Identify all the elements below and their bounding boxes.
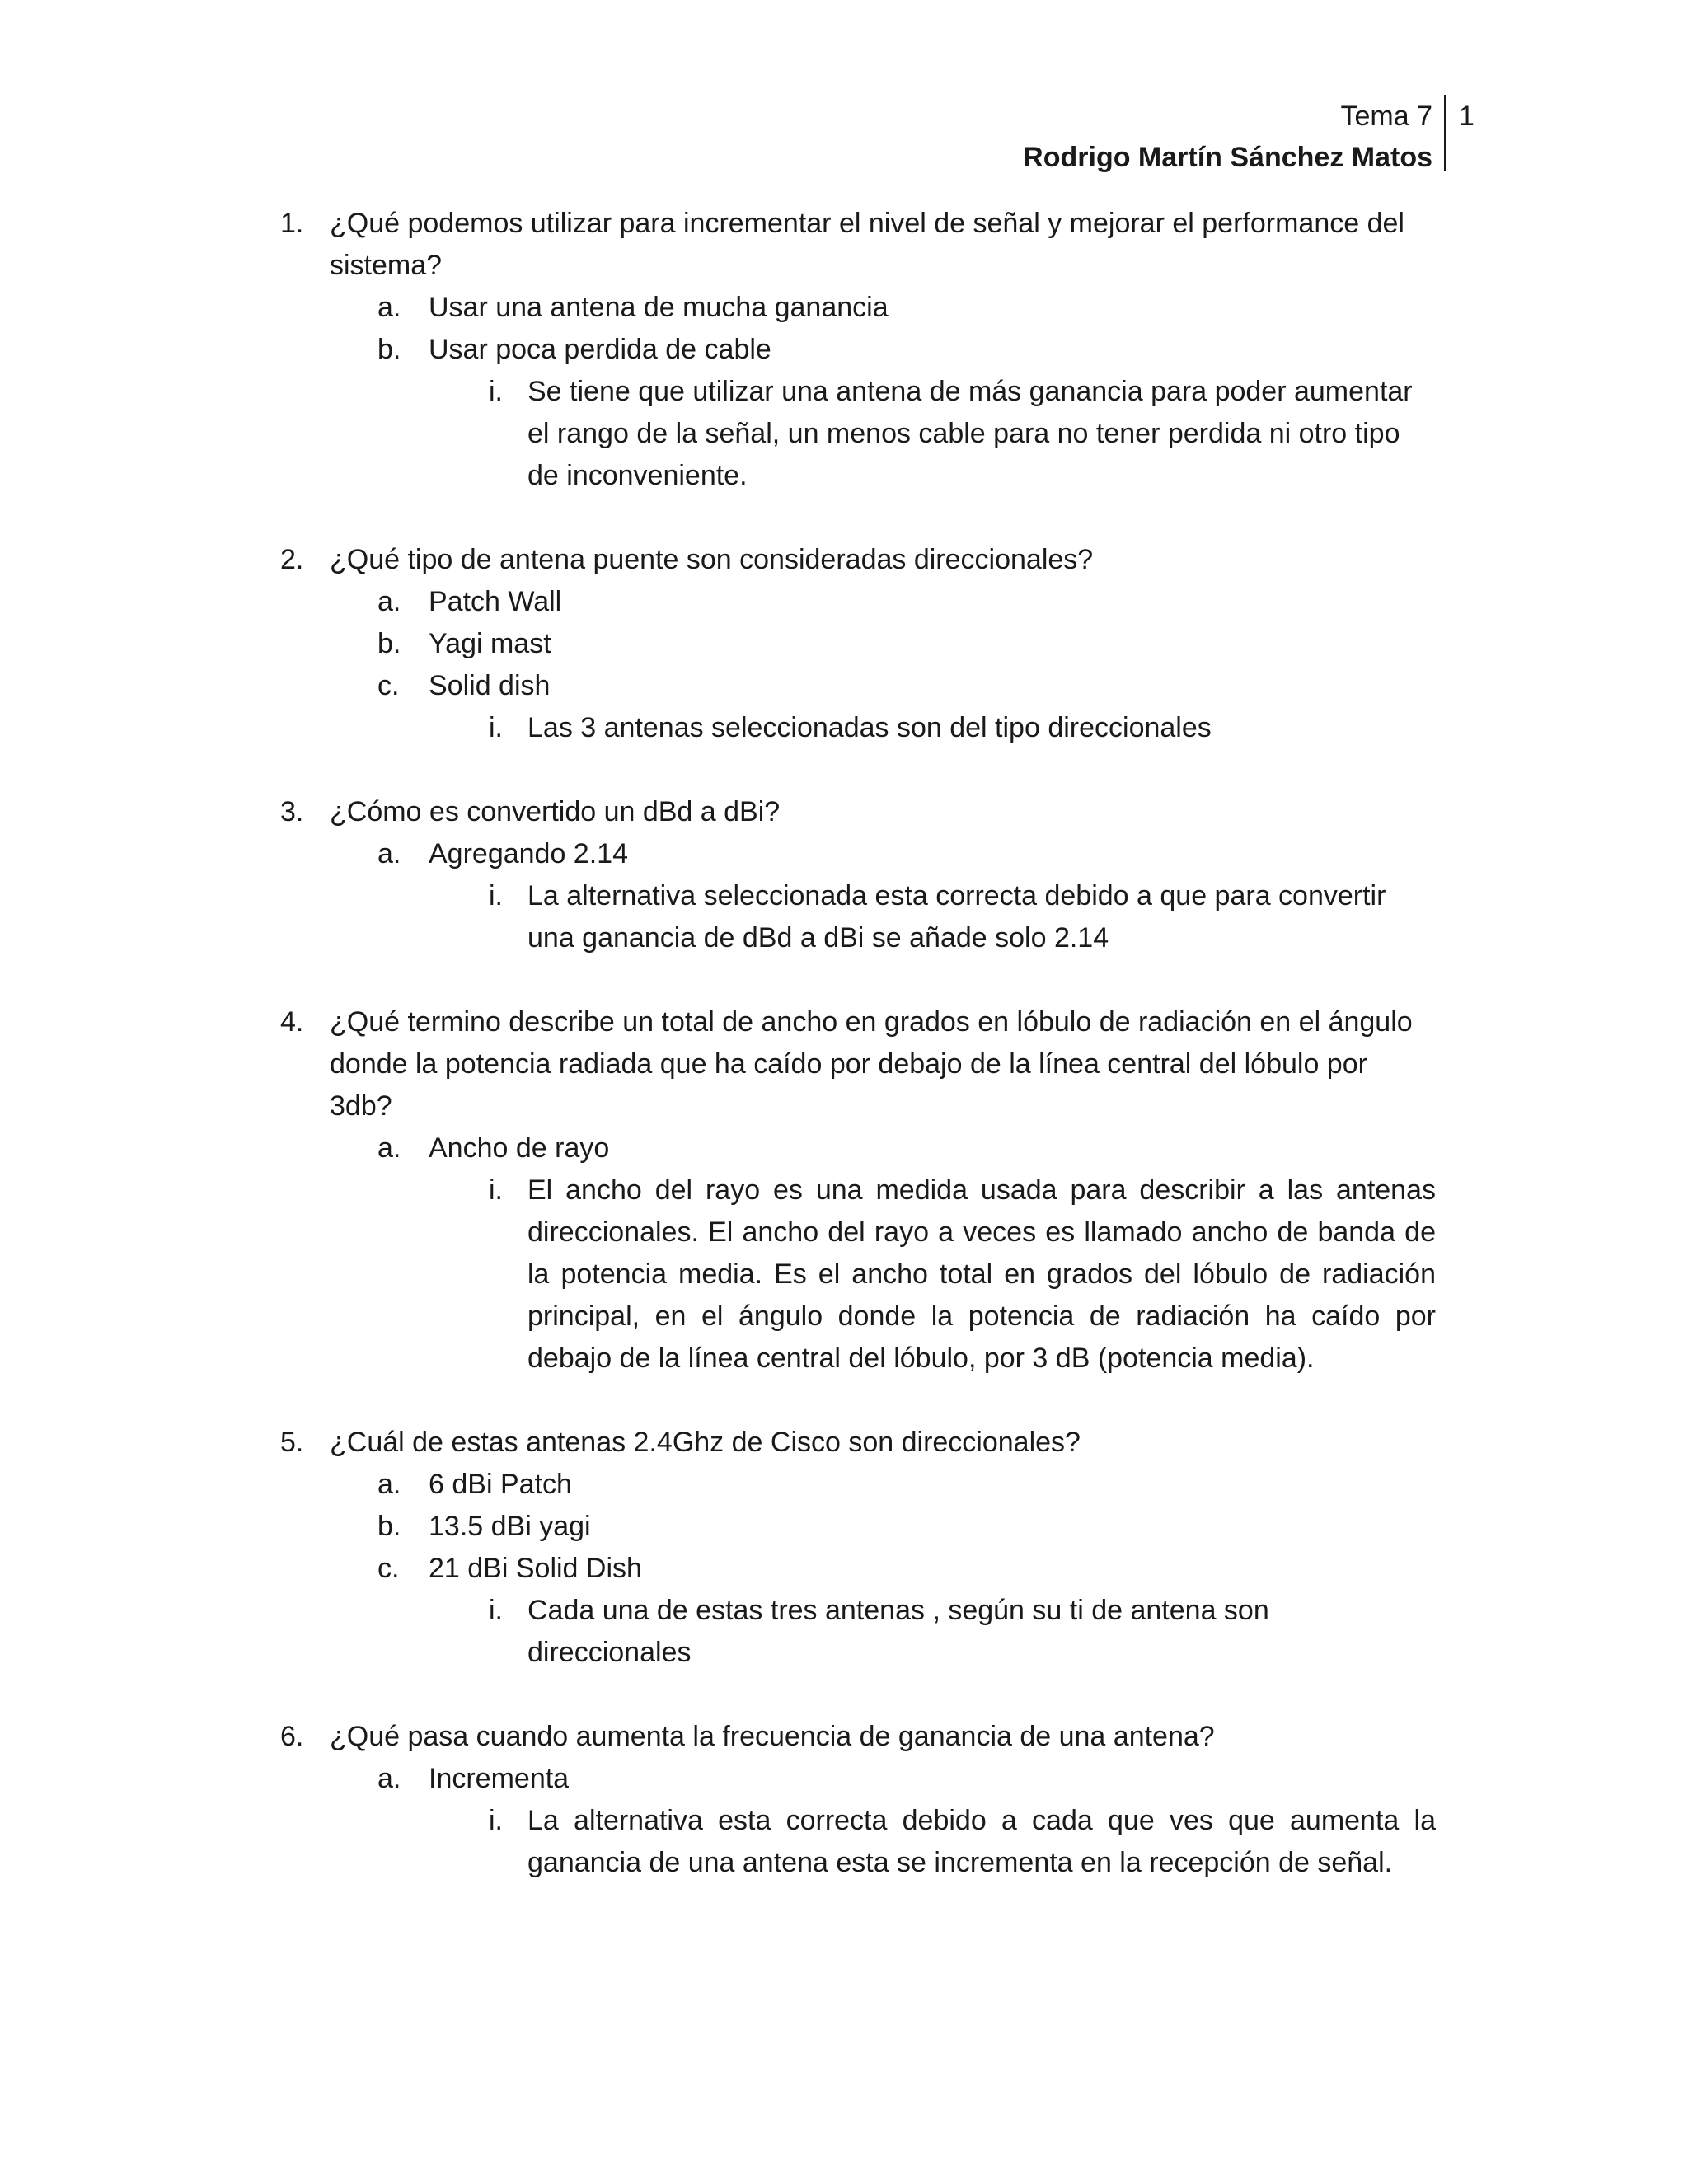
question-item: [0, 1001, 1688, 1380]
answer-marker: i.: [489, 880, 503, 912]
answer-item: [0, 1800, 1436, 1884]
question-text: ¿Qué podemos utilizar para incrementar el nivel de señal y mejorar el performance del sistema?: [330, 208, 1404, 281]
option-marker: b.: [377, 628, 401, 659]
option-marker: a.: [377, 838, 401, 869]
option-text: Incrementa: [429, 1763, 570, 1794]
answer-marker: i.: [489, 1805, 503, 1836]
option-item: [0, 1127, 1436, 1169]
page-header: [1023, 96, 1432, 178]
option-text: Agregando 2.14: [429, 838, 628, 869]
option-text: Patch Wall: [429, 586, 562, 617]
header-topic: Tema 7: [1340, 101, 1432, 132]
option-text: Yagi mast: [429, 628, 551, 659]
option-item: [0, 1464, 1436, 1506]
question-item: [0, 1716, 1688, 1884]
answer-text: La alternativa seleccionada esta correcta debido a que para convertir una ganancia de dBd a dBi se añade solo 2.14: [528, 880, 1386, 954]
option-marker: b.: [377, 1511, 401, 1542]
option-marker: a.: [377, 292, 401, 323]
option-text: Solid dish: [429, 670, 551, 701]
option-marker: b.: [377, 334, 401, 365]
option-item: [0, 581, 1436, 623]
question-text: ¿Cuál de estas antenas 2.4Ghz de Cisco son direccionales?: [330, 1427, 1081, 1458]
answer-item: [0, 875, 1436, 959]
question-list: [0, 203, 1688, 1926]
answer-item: [0, 1169, 1436, 1380]
question-number: 3.: [280, 796, 304, 827]
question-text: ¿Qué termino describe un total de ancho en grados en lóbulo de radiación en el ángulo donde la potencia radiada que ha caído por debajo de la línea central del lóbulo por 3db?: [330, 1006, 1413, 1122]
option-marker: a.: [377, 586, 401, 617]
answer-text: Cada una de estas tres antenas , según su ti de antena son direccionales: [528, 1595, 1269, 1668]
question-item: [0, 791, 1688, 959]
answer-text: El ancho del rayo es una medida usada para describir a las antenas direccionales. El ancho del rayo a veces es llamado ancho de banda de la potencia media. Es el ancho total en grados del lóbulo de radiación principal, en el ángulo donde la potencia de radiación ha caído por debajo de la línea central del lóbulo, por 3 dB (potencia media).: [528, 1174, 1436, 1374]
question-number: 6.: [280, 1721, 304, 1752]
question-item: [0, 539, 1688, 749]
header-author: Rodrigo Martín Sánchez Matos: [1023, 142, 1432, 173]
option-text: 21 dBi Solid Dish: [429, 1553, 642, 1584]
header-divider: [1444, 95, 1446, 171]
answer-item: [0, 371, 1436, 497]
option-marker: a.: [377, 1469, 401, 1500]
option-marker: c.: [377, 670, 400, 701]
option-item: [0, 287, 1436, 329]
answer-marker: i.: [489, 1174, 503, 1206]
answer-marker: i.: [489, 712, 503, 743]
answer-item: [0, 707, 1436, 749]
option-text: Ancho de rayo: [429, 1132, 610, 1164]
question-item: [0, 203, 1688, 497]
question-number: 5.: [280, 1427, 304, 1458]
answer-text: Las 3 antenas seleccionadas son del tipo direccionales: [528, 712, 1212, 743]
option-item: [0, 329, 1436, 371]
option-item: [0, 1758, 1436, 1800]
question-number: 2.: [280, 544, 304, 575]
page-number: 1: [1459, 101, 1475, 132]
question-item: [0, 1422, 1688, 1674]
answer-marker: i.: [489, 1595, 503, 1626]
answer-text: La alternativa esta correcta debido a cada que ves que aumenta la ganancia de una antena esta se incrementa en la recepción de señal.: [528, 1805, 1436, 1878]
option-item: [0, 623, 1436, 665]
option-marker: a.: [377, 1763, 401, 1794]
question-number: 1.: [280, 208, 304, 239]
answer-marker: i.: [489, 376, 503, 407]
option-item: [0, 1506, 1436, 1548]
option-text: Usar una antena de mucha ganancia: [429, 292, 889, 323]
answer-item: [0, 1590, 1436, 1674]
option-marker: a.: [377, 1132, 401, 1164]
question-text: ¿Qué tipo de antena puente son consideradas direccionales?: [330, 544, 1094, 575]
option-text: Usar poca perdida de cable: [429, 334, 771, 365]
question-number: 4.: [280, 1006, 304, 1038]
question-text: ¿Cómo es convertido un dBd a dBi?: [330, 796, 781, 827]
option-item: [0, 1548, 1436, 1590]
option-text: 13.5 dBi yagi: [429, 1511, 591, 1542]
option-text: 6 dBi Patch: [429, 1469, 572, 1500]
answer-text: Se tiene que utilizar una antena de más ganancia para poder aumentar el rango de la señal, un menos cable para no tener perdida ni otro tipo de inconveniente.: [528, 376, 1413, 491]
option-marker: c.: [377, 1553, 400, 1584]
option-item: [0, 833, 1436, 875]
question-text: ¿Qué pasa cuando aumenta la frecuencia de ganancia de una antena?: [330, 1721, 1215, 1752]
option-item: [0, 665, 1436, 707]
